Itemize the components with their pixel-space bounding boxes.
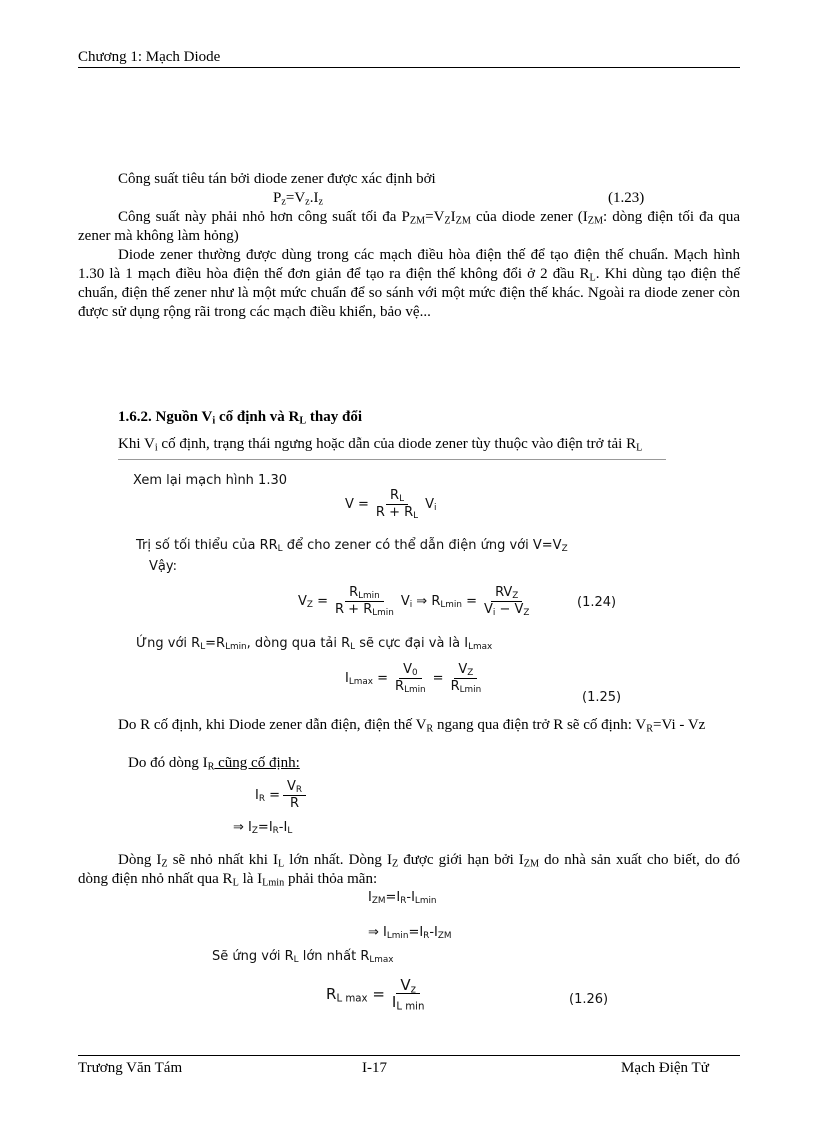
equation-iz: ⇒ $I_Z=I_R-I_L$ <box>233 820 293 837</box>
page-number: I-17 <box>362 1060 387 1076</box>
footer-book-title: Mạch Điện Tử <box>621 1060 709 1076</box>
paragraph: Dòng $I_Z$ sẽ nhỏ nhất khi $I_L$ lớn nhất. Dòng $I_Z$ được giới hạn bởi $I_{ZM}$ do nhà sản xuất cho biết, do đó dòng điện nhỏ nhất qua $R_L$ là $I_{Lmin}$ phải thỏa mãn: <box>78 852 740 889</box>
scan-text: Ứng với $R_L=R_{Lmin}$, dòng qua tải $R_L$ sẽ cực đại và là $I_{Lmax}$ <box>136 636 493 653</box>
paragraph: Do đó dòng $I_R$ cũng cố định: <box>128 755 300 773</box>
paragraph: Do R cố định, khi Diode zener dẫn điện, điện thế $V_R$ ngang qua điện trở R sẽ cố định: $V_R=Vi - Vz$ <box>118 717 706 735</box>
equation-rlmax: $R_{L max}$ = $\frac{V_z}{I_{L min}}$ <box>326 976 425 1013</box>
scan-top-rule <box>118 459 666 460</box>
scan-text: Sẽ ứng với $R_L$ lớn nhất $R_{Lmax}$ <box>212 949 394 966</box>
section-heading: 1.6.2. Nguồn $V_i$ cố định và $R_L$ thay đổi <box>118 409 363 427</box>
scan-text: Xem lại mạch hình 1.30 <box>133 473 287 488</box>
footer-author: Trương Văn Tám <box>78 1060 183 1076</box>
equation-ir: $I_R$ = $\frac{V_R}{R}$ <box>255 779 309 812</box>
equation-v-divider: V = $\frac{R_L}{R + R_L}$ $V_i$ <box>345 488 437 522</box>
equation-number: (1.24) <box>577 595 617 610</box>
equation-ilmin: ⇒ $I_{Lmin}=I_R-I_{ZM}$ <box>368 925 452 942</box>
equation-number: (1.26) <box>569 992 609 1007</box>
equation-ilmax: $I_{Lmax}$ = $\frac{V_0}{R_{Lmin}}$ = $\frac{V_Z}{R_{Lmin}}$ <box>345 662 482 696</box>
equation-pz: $P_z=V_z.I_z$ <box>273 190 323 208</box>
paragraph: Diode zener thường được dùng trong các mạch điều hòa điện thế để tạo điện thế chuẩn. Mạch hình 1.30 là 1 mạch điều hòa điện thế đơn giản để tạo ra điện thế không đổi ở 2 đầu $R_L$. Khi dùng tạo điện thế chuẩn, điện thế zener như là một mức chuẩn để so sánh với một mức điện thế khác. Ngoài ra diode zener còn được sử dụng rộng rãi trong các mạch điều khiển, bảo vệ... <box>78 247 740 320</box>
footer-rule <box>78 1055 740 1056</box>
paragraph: Công suất tiêu tán bởi diode zener được xác định bởi <box>118 171 436 187</box>
header-rule <box>78 67 740 68</box>
scan-text: Vậy: <box>149 559 177 574</box>
equation-number: (1.23) <box>608 190 645 206</box>
page-header: Chương 1: Mạch Diode <box>78 49 221 65</box>
equation-izm: $I_{ZM}=I_R-I_{Lmin}$ <box>368 890 437 907</box>
scan-text: Trị số tối thiểu của $RR_L$ để cho zener có thể dẫn điện ứng với $V=V_Z$ <box>136 538 568 555</box>
equation-number: (1.25) <box>582 690 622 705</box>
equation-rlmin: $V_Z$ = $\frac{R_{Lmin}}{R + R_{Lmin}}$ $V_i$ ⇒ $R_{Lmin}$ = $\frac{RV_Z}{V_i - V_Z}$ <box>298 585 530 619</box>
section-lead: Khi $V_i$ cố định, trạng thái ngưng hoặc dẫn của diode zener tùy thuộc vào điện trở tải $R_L$ <box>118 436 643 454</box>
paragraph: Công suất này phải nhỏ hơn công suất tối đa $P_{ZM}=V_ZI_{ZM}$ của diode zener ($I_{ZM}$: dòng điện tối đa qua zener mà không làm hỏng) <box>78 209 740 244</box>
